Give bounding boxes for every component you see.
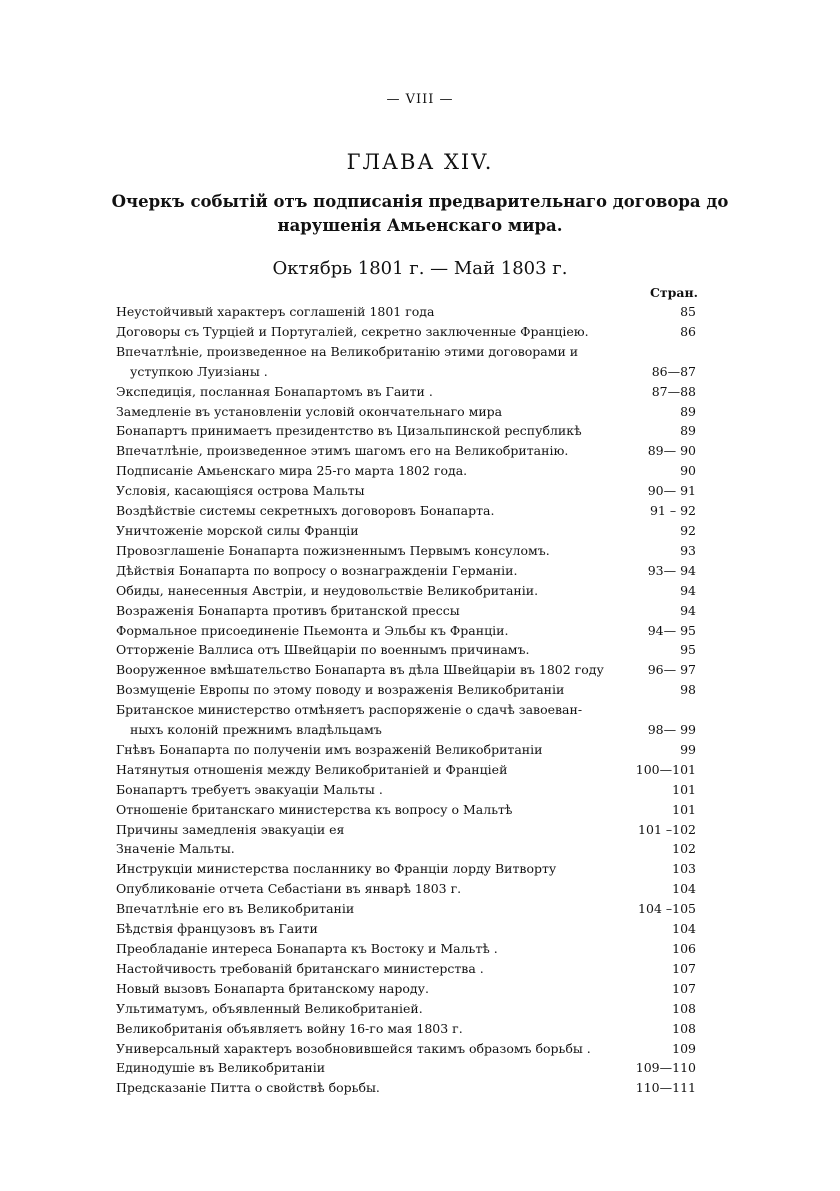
toc-entry-page: 86: [680, 323, 696, 339]
toc-entry-title: [116, 780, 604, 800]
toc-entry-title-text: Вооруженное вмѣшательство Бонапарта въ дѣла Швейцаріи въ 1802 году: [116, 662, 604, 678]
toc-entry: [116, 859, 696, 879]
toc-entry: [116, 680, 696, 700]
toc-entry-title-text: Единодушіе въ Великобританіи: [116, 1060, 326, 1076]
toc-entry-title: [116, 760, 604, 780]
toc-entry: [116, 700, 696, 740]
toc-entry-title: [116, 839, 604, 859]
toc-entry: [116, 302, 696, 322]
toc-entry-page: 95: [680, 642, 696, 658]
toc-entry-title-text: Причины замедленія эвакуаціи ея: [116, 821, 345, 837]
toc-entry-page: 94: [680, 582, 696, 598]
toc-entry-title: [116, 740, 604, 760]
chapter-heading: ГЛАВА XIV.: [346, 150, 494, 174]
toc-entry-title: [116, 481, 604, 501]
toc-entry: [116, 1058, 696, 1078]
toc-entry-title-text: Возмущеніе Европы по этому поводу и возраженія Великобританіи: [116, 682, 565, 698]
toc-entry-page: 96— 97: [647, 662, 696, 678]
toc-entry-page: 91 – 92: [649, 503, 696, 519]
toc-entry-title-text: Отношеніе британскаго министерства къ вопросу о Мальтѣ: [116, 801, 513, 817]
toc-entry-title-text: Воздѣйствіе системы секретныхъ договоровъ Бонапарта.: [116, 503, 495, 519]
toc-entry: [116, 501, 696, 521]
toc-entry: [116, 740, 696, 760]
toc-entry: [116, 640, 696, 660]
toc-entry-page: 106: [672, 941, 696, 957]
toc-entry-title: [116, 1019, 604, 1039]
toc-entry-page: 102: [672, 841, 696, 857]
toc-entry-title: [116, 1078, 604, 1098]
toc-entry-page: 98— 99: [647, 722, 696, 738]
toc-entry-title: [116, 501, 604, 521]
toc-entry-title: [116, 879, 604, 899]
toc-entry-title-text: Неустойчивый характеръ соглашеній 1801 года: [116, 303, 435, 319]
toc-entry-title-text: Обиды, нанесенныя Австріи, и неудовольствіе Великобританіи.: [116, 582, 539, 598]
toc-entry: [116, 879, 696, 899]
toc-entry-title-text: Условія, касающіяся острова Мальты: [116, 483, 365, 499]
toc-entry: [116, 322, 696, 342]
toc-entry-title: [116, 820, 604, 840]
toc-entry-page: 93: [680, 542, 696, 558]
toc-entry-page: 101: [672, 781, 696, 797]
chapter-subtitle: [100, 190, 740, 238]
toc-entry-page: 89— 90: [647, 443, 696, 459]
toc-entry: [116, 959, 696, 979]
table-of-contents: [116, 302, 696, 1098]
toc-entry-title: [116, 859, 604, 879]
toc-entry-title-text: Гнѣвъ Бонапарта по полученіи имъ возраженій Великобританіи: [116, 741, 543, 757]
toc-entry: [116, 660, 696, 680]
toc-entry: [116, 382, 696, 402]
toc-entry-page: 89: [680, 403, 696, 419]
toc-entry: [116, 780, 696, 800]
toc-entry: [116, 979, 696, 999]
toc-entry-page: 109—110: [635, 1060, 696, 1076]
toc-entry-title: [116, 441, 604, 461]
toc-entry: [116, 1078, 696, 1098]
toc-entry-page: 85: [680, 303, 696, 319]
toc-entry-title: [116, 461, 604, 481]
toc-entry-title-text: Подписаніе Амьенскаго мира 25-го марта 1802 года.: [116, 463, 468, 479]
toc-entry: [116, 919, 696, 939]
toc-entry-title-text: Универсальный характеръ возобновившейся такимъ образомъ борьбы .: [116, 1040, 591, 1056]
toc-entry-page: 89: [680, 423, 696, 439]
chapter-dates: Октябрь 1801 г. — Май 1803 г.: [272, 258, 568, 279]
toc-entry-title-text: Натянутыя отношенія между Великобританіей и Франціей: [116, 761, 508, 777]
toc-entry: [116, 1039, 696, 1059]
toc-entry-title: [116, 660, 604, 680]
toc-entry: [116, 939, 696, 959]
toc-entry-page: 107: [672, 980, 696, 996]
toc-entry-title: [116, 1058, 604, 1078]
toc-entry-title-text: Экспедиція, посланная Бонапартомъ въ Гаити .: [116, 383, 433, 399]
toc-entry-title: [116, 899, 604, 919]
toc-entry: [116, 581, 696, 601]
toc-entry-title-text: Бонапартъ требуетъ эвакуаціи Мальты .: [116, 781, 383, 797]
toc-entry-title: [116, 382, 604, 402]
toc-entry-title: [116, 1039, 604, 1059]
toc-entry: [116, 561, 696, 581]
toc-entry-page: 110—111: [635, 1080, 696, 1096]
toc-entry-page: 101 –102: [638, 821, 696, 837]
toc-entry-title: [116, 999, 604, 1019]
subtitle-line-1: Очеркъ событій отъ подписанія предварительнаго договора до: [111, 192, 729, 211]
toc-entry-title-text: Великобританія объявляетъ войну 16-го мая 1803 г.: [116, 1020, 463, 1036]
toc-entry: [116, 601, 696, 621]
toc-entry-title-text: Бѣдствія французовъ въ Гаити: [116, 921, 318, 937]
toc-entry: [116, 820, 696, 840]
toc-entry-title-continuation: ныхъ колоній прежнимъ владѣльцамъ: [130, 722, 382, 738]
toc-entry-page: 100—101: [635, 761, 696, 777]
page-column-label: Стран.: [649, 285, 698, 300]
toc-entry-title-text: Отторженіе Валлиса отъ Швейцаріи по военнымъ причинамъ.: [116, 642, 530, 658]
toc-entry-page: 98: [680, 682, 696, 698]
toc-entry-page: 108: [672, 1000, 696, 1016]
toc-entry-title: [116, 521, 604, 541]
toc-entry-title-text: Формальное присоединеніе Пьемонта и Эльбы къ Франціи.: [116, 622, 509, 638]
toc-entry-page: 104: [672, 921, 696, 937]
toc-entry: [116, 421, 696, 441]
toc-entry-title: [116, 601, 604, 621]
toc-entry-title: [116, 939, 604, 959]
toc-entry-page: 86—87: [651, 363, 696, 379]
toc-entry-title-text: Предсказаніе Питта о свойствѣ борьбы.: [116, 1080, 380, 1096]
toc-entry-title: [116, 700, 604, 740]
toc-entry: [116, 899, 696, 919]
toc-entry-title-text: Возраженія Бонапарта противъ британской прессы: [116, 602, 460, 618]
toc-entry-title: [116, 342, 604, 382]
toc-entry-title-text: Провозглашеніе Бонапарта пожизненнымъ Первымъ консуломъ.: [116, 542, 550, 558]
toc-entry-title-text: Преобладаніе интереса Бонапарта къ Востоку и Мальтѣ .: [116, 941, 498, 957]
toc-entry-title: [116, 541, 604, 561]
toc-entry-title: [116, 919, 604, 939]
toc-entry-title-text: Впечатлѣніе, произведенное на Великобританію этими договорами и: [116, 343, 579, 359]
toc-entry-title-text: Бонапартъ принимаетъ президентство въ Цизальпинской республикѣ: [116, 423, 582, 439]
toc-entry-page: 101: [672, 801, 696, 817]
toc-entry-title-text: Опубликованіе отчета Себастіани въ январѣ 1803 г.: [116, 881, 462, 897]
toc-entry-title: [116, 959, 604, 979]
toc-entry-page: 109: [672, 1040, 696, 1056]
toc-entry-title: [116, 302, 604, 322]
toc-entry-title-text: Дѣйствія Бонапарта по вопросу о вознагражденіи Германіи.: [116, 562, 518, 578]
toc-entry: [116, 541, 696, 561]
toc-entry: [116, 760, 696, 780]
toc-entry: [116, 621, 696, 641]
toc-entry-page: 104: [672, 881, 696, 897]
toc-entry: [116, 441, 696, 461]
toc-entry: [116, 402, 696, 422]
toc-entry-page: 103: [672, 861, 696, 877]
toc-entry-title-text: Ультиматумъ, объявленный Великобританіей.: [116, 1000, 423, 1016]
toc-entry-page: 99: [680, 741, 696, 757]
toc-entry-title: [116, 561, 604, 581]
toc-entry-title: [116, 322, 604, 342]
toc-entry: [116, 1019, 696, 1039]
toc-entry-title-text: Инструкціи министерства посланнику во Франціи лорду Витворту: [116, 861, 557, 877]
toc-entry: [116, 481, 696, 501]
toc-entry: [116, 800, 696, 820]
toc-entry-title: [116, 680, 604, 700]
toc-entry-title: [116, 800, 604, 820]
toc-entry-title: [116, 581, 604, 601]
page-number: — VIII —: [386, 92, 454, 107]
toc-entry-page: 87—88: [651, 383, 696, 399]
toc-entry-title: [116, 979, 604, 999]
toc-entry-title-text: Замедленіе въ установленіи условій окончательнаго мира: [116, 403, 503, 419]
toc-entry-page: 108: [672, 1020, 696, 1036]
subtitle-line-2: нарушенія Амьенскаго мира.: [277, 216, 563, 235]
toc-entry: [116, 461, 696, 481]
toc-entry-page: 94: [680, 602, 696, 618]
toc-entry-title: [116, 402, 604, 422]
toc-entry-title-text: Новый вызовъ Бонапарта британскому народу.: [116, 980, 429, 996]
toc-entry-title-text: Уничтоженіе морской силы Франціи: [116, 522, 359, 538]
toc-entry-page: 90: [680, 463, 696, 479]
toc-entry-title: [116, 421, 604, 441]
toc-entry-title-text: Настойчивость требованій британскаго министерства .: [116, 960, 484, 976]
toc-entry-page: 90— 91: [647, 483, 696, 499]
toc-entry-title-text: Британское министерство отмѣняетъ распоряженіе о сдачѣ завоеван-: [116, 702, 583, 718]
toc-entry-title-continuation: уступкою Луизіаны .: [130, 363, 268, 379]
toc-entry: [116, 342, 696, 382]
toc-entry-title: [116, 621, 604, 641]
toc-entry-page: 92: [680, 522, 696, 538]
toc-entry-title-text: Значеніе Мальты.: [116, 841, 235, 857]
toc-entry: [116, 999, 696, 1019]
toc-entry-title-text: Впечатлѣніе, произведенное этимъ шагомъ его на Великобританію.: [116, 443, 569, 459]
toc-entry-page: 93— 94: [647, 562, 696, 578]
toc-entry-page: 94— 95: [647, 622, 696, 638]
toc-entry-title-text: Договоры съ Турціей и Португаліей, секретно заключенные Франціею.: [116, 323, 589, 339]
toc-entry-title: [116, 640, 604, 660]
toc-entry: [116, 521, 696, 541]
toc-entry: [116, 840, 696, 860]
toc-entry-title-text: Впечатлѣніе его въ Великобританіи: [116, 901, 355, 917]
toc-entry-page: 104 –105: [638, 901, 696, 917]
toc-entry-page: 107: [672, 960, 696, 976]
